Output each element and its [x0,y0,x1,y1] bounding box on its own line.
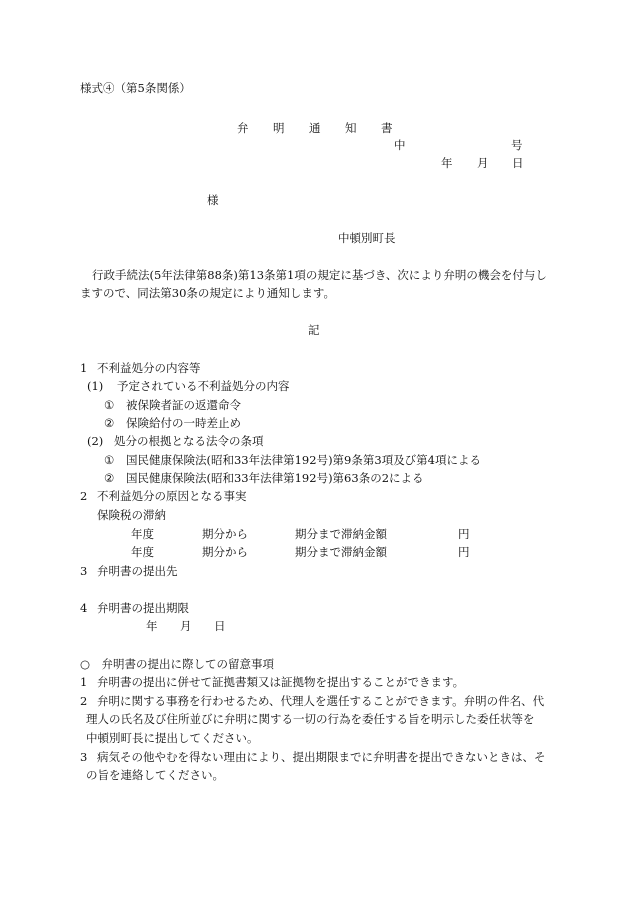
subsection-number: (1) [87,379,104,393]
note-text: 中頓別町長に提出してください。 [86,731,259,745]
note-text: 理人の氏名及び住所並びに弁明に関する一切の行為を委任する旨を明示した委任状等を [86,712,535,726]
item-text: 保険給付の一時差止め [126,416,241,430]
section-number: 1 [80,361,88,375]
date-year: 年 [441,156,453,170]
subsection-title: 処分の根拠となる法令の条項 [114,434,264,448]
item-number: ① [104,453,115,467]
arrears-nendo: 年度 [131,545,154,559]
note-number: 3 [80,750,88,764]
date-day: 日 [512,156,524,170]
item-text: 国民健康保険法(昭和33年法律第192号)第63条の2による [126,471,424,485]
title-char: 知 [345,121,357,135]
section-title: 不利益処分の内容等 [97,361,201,375]
subsection-title: 予定されている不利益処分の内容 [117,379,290,393]
note-text: の旨を連絡してください。 [86,768,224,782]
note-text: 弁明に関する事務を行わせるため、代理人を選任することができます。弁明の件名、代 [97,694,545,708]
item-number: ② [104,416,115,430]
section-number: 2 [80,489,88,503]
notes-header: ○ 弁明書の提出に際しての留意事項 [80,657,275,671]
arrears-from: 期分から [202,527,248,541]
document-title [237,123,393,135]
deadline-month: 月 [180,619,192,633]
deadline-day: 日 [214,619,226,633]
section-title: 弁明書の提出期限 [97,601,189,615]
intro-line-2: ますので、同法第30条の規定により通知します。 [80,286,335,300]
section-number: 3 [80,564,88,578]
deadline-year: 年 [146,619,158,633]
ki-heading: 記 [308,323,320,337]
section-title: 不利益処分の原因となる事実 [97,489,247,503]
arrears-yen: 円 [458,545,470,559]
title-char: 弁 [237,121,249,135]
issuer-name: 中頓別町長 [338,231,396,245]
arrears-from: 期分から [202,545,248,559]
item-text: 国民健康保険法(昭和33年法律第192号)第9条第3項及び第4項による [126,453,482,467]
note-text: 病気その他やむを得ない理由により、提出期限までに弁明書を提出できないときは、そ [97,750,546,764]
title-char: 書 [381,121,393,135]
arrears-to-amount: 期分まで滞納金額 [295,545,387,559]
intro-line-1: 行政手続法(5年法律第88条)第13条第1項の規定に基づき、次により弁明の機会を付与し [92,268,547,282]
form-label: 様式④（第5条関係） [80,81,191,95]
doc-number-gou: 号 [511,138,523,152]
title-char: 通 [309,121,321,135]
item-text: 被保険者証の返還命令 [126,398,241,412]
arrears-yen: 円 [458,527,470,541]
doc-number-naka: 中 [394,138,406,152]
title-char: 明 [273,121,285,135]
recipient-suffix: 様 [207,193,219,207]
arrears-nendo: 年度 [131,527,154,541]
section-number: 4 [80,601,88,615]
section-subtitle: 保険税の滞納 [97,508,166,522]
arrears-to-amount: 期分まで滞納金額 [295,527,387,541]
note-text: 弁明書の提出に併せて証拠書類又は証拠物を提出することができます。 [97,675,465,689]
item-number: ① [104,398,115,412]
date-month: 月 [477,156,489,170]
section-title: 弁明書の提出先 [97,564,178,578]
item-number: ② [104,471,115,485]
subsection-number: (2) [87,434,104,448]
note-number: 1 [80,675,88,689]
note-number: 2 [80,694,88,708]
